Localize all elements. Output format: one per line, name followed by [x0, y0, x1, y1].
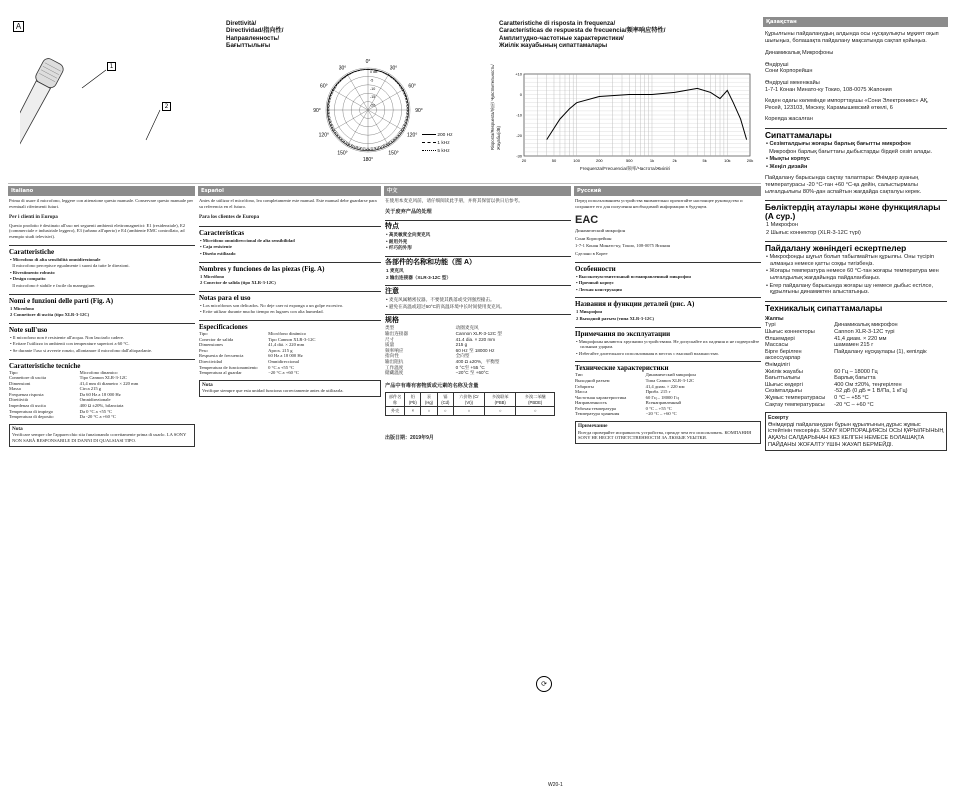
it-feature: • Rivestimento robusto [10, 269, 55, 275]
document-code: W20-1 [548, 782, 563, 788]
es-note-title: Nota [202, 381, 213, 388]
es-part: 2 Conector de salida (tipo XLR-3-12C) [200, 280, 276, 286]
spec-value: 400 Ω ±20%，平衡型 [455, 358, 500, 364]
spec-value: Circa 215 g [79, 386, 102, 392]
ru-notes-title: Примечания по эксплуатации [575, 327, 761, 338]
italian-column [9, 198, 195, 804]
kz-specs-title: Техникалық сипаттамалары [765, 301, 947, 313]
spec-row [765, 388, 947, 395]
polar-spoke [347, 110, 368, 146]
divider [8, 183, 761, 184]
dir-title-line: Direttività/ [226, 20, 257, 27]
spec-row [765, 336, 947, 343]
es-feature: • Caja resistente [200, 244, 232, 250]
spec-value: 60 Гц – 18000 Гц [645, 394, 679, 400]
microphone-illustration [20, 40, 220, 180]
spec-label: Connettore di uscita [9, 375, 46, 381]
spec-label: 频率响应 [385, 347, 404, 353]
spec-value: −20 °C – +60 °C [645, 411, 677, 417]
spec-value: Da 0 °C a +55 °C [79, 408, 113, 414]
freq-ytick: -20 [516, 133, 522, 138]
spec-label: Шығыс коннекторы [765, 329, 815, 336]
polar-angle-label: 120° [406, 132, 418, 139]
freq-xtick: 2k [672, 158, 677, 163]
ru-spec-title: Технические характеристики [575, 361, 761, 372]
freq-xtick: 100 [573, 158, 580, 163]
table-cell: 铅 (Pb) [405, 393, 421, 407]
kz-note: • Микрофонды шұғыл болып табылмайтын құрылғы. Оны түсіріп алмаңыз немесе қатты соққы тигізбеңіз. [766, 254, 934, 267]
it-notes-title: Note sull'uso [9, 323, 195, 334]
spec-value: 60 Hz a 18 000 Hz [268, 353, 303, 359]
spec-label: Өлшемдері [765, 335, 795, 342]
spec-label: Dimensiones [199, 342, 223, 348]
kz-note: • Егер пайдалану барысында жоғары шу немесе дыбыс естілсе, құрылғыны динамиктен алыстатыңыз. [766, 282, 933, 296]
spec-value: −20°C 至 +60°C [455, 370, 489, 376]
ru-part: 1 Микрофон [576, 309, 603, 315]
table-cell: ○ [421, 407, 437, 416]
spec-label: Масса [575, 389, 588, 395]
spec-label: Massa [9, 386, 21, 392]
spec-label: Dimensioni [9, 380, 31, 386]
spec-row [765, 369, 947, 376]
table-cell: × [405, 407, 421, 416]
spec-label: Conector de salida [199, 336, 234, 342]
es-feature: • Diseño estilizado [200, 250, 236, 256]
section-header-spanish: Español [198, 186, 381, 196]
it-feat-title: Caratteristiche [9, 245, 195, 256]
spec-label: 输出连接器 [385, 330, 408, 336]
spec-label: Temperatura di impiego [9, 408, 54, 414]
spec-label: 质量 [385, 342, 395, 348]
table-cell: ○ [516, 407, 555, 416]
ru-note: • Избегайте длительного использования в местах с высокой влажностью. [576, 350, 720, 356]
cn-feature: • 纤巧的外形 [386, 245, 412, 251]
part-callout-2: 2 [162, 102, 171, 111]
table-cell: 部件名称 [386, 393, 405, 407]
kz-part: 1 Микрофон [766, 222, 798, 229]
table-cell: ○ [485, 407, 516, 416]
kz-caution-title: Ескерту [768, 415, 789, 422]
polar-spoke [368, 110, 389, 146]
ru-feat-title: Особенности [575, 262, 761, 273]
spec-value: Da 60 Hz a 18 000 Hz [79, 391, 121, 397]
freq-xtick: 10k [724, 158, 731, 163]
freq-xtick: 50 [551, 158, 557, 163]
polar-angle-label: 0° [365, 59, 371, 65]
cn-spec-table [385, 325, 571, 375]
spec-label: Рабочая температура [575, 405, 616, 411]
polar-legend [422, 132, 453, 156]
spec-value: 全向型 [455, 353, 470, 359]
freq-title-line: Амплитудно-частотные характеристики/ [499, 34, 624, 42]
eac-mark-icon: EAC [575, 214, 599, 227]
es-note-box [199, 380, 381, 397]
kz-note: • Жоғары температура немесе 60 °C-тан жоғары температура мен ылғалдылық жағдайында пайдаланбаңыз. [766, 268, 939, 282]
cn-note: • 麦克风属精密仪器。不要使其跌落或受到强烈撞击。 [386, 297, 495, 303]
dir-title-line: Бағыттылығы [226, 42, 271, 50]
russian-column [575, 198, 761, 804]
it-feature: • Microfono di alta sensibilità omnidirezionale [10, 256, 101, 262]
spec-label: Respuesta de frecuencia [199, 353, 244, 359]
it-spec-title: Caratteristiche tecniche [9, 359, 195, 370]
kz-feature: • Жеңіл дизайн [766, 163, 808, 170]
ru-product: Динамический микрофон [575, 228, 626, 234]
spec-label: 输出阻抗 [385, 358, 404, 364]
kz-feature: Микрофон барлық бағыттағы дыбыстарды бірдей сезіп алады. [769, 148, 933, 155]
spec-label: Выходной разъем [575, 377, 610, 383]
es-part: 1 Micrófono [200, 273, 225, 279]
spec-label: Түрі [765, 322, 776, 329]
table-cell: 六价铬 (Cr (VI)) [453, 393, 484, 407]
ru-origin: Сделано в Корее [575, 250, 608, 256]
spec-value: Microfono dinamico [79, 369, 118, 375]
spec-row [765, 395, 947, 402]
it-intro: Prima di usare il microfono, leggere con attenzione questo manuale. Conservare questo manuale per eventuali riferimenti futuri. [9, 198, 194, 209]
es-notes-title: Notas para el uso [199, 291, 381, 302]
spec-value: Прибл. 215 г [645, 389, 671, 395]
spec-row [765, 382, 947, 389]
it-parts-title: Nomi e funzioni delle parti (Fig. A) [9, 294, 195, 305]
it-note: • Il microfono non è resistente all'acqua. Non lasciarlo cadere. [10, 334, 125, 340]
spec-value: 0 °C a +55 °C [268, 364, 295, 370]
section-header-italian: Italiano [8, 186, 195, 196]
kz-addr-label: Өндіруші мекенжайы [765, 79, 820, 86]
kz-notes-title: Пайдалану жөніндегі ескертпелер [765, 241, 947, 253]
spec-label: Impedenza di uscita [9, 403, 46, 409]
spec-value: Всенаправленный [645, 400, 682, 406]
ru-parts-title: Названия и функции деталей (рис. A) [575, 297, 761, 308]
spec-label: Частотная характеристика [575, 394, 627, 400]
spec-value: -52 дБ (0 дБ = 1 В/Па, 1 кГц) [834, 388, 908, 395]
it-note-box [9, 424, 195, 447]
spec-value: 动圈麦克风 [455, 325, 479, 331]
kz-feature: • Мықты корпус [766, 156, 810, 163]
spec-value: Пайдалану нұсқаулары (1), кепілдік [834, 348, 927, 355]
spec-label: 尺寸 [385, 336, 395, 342]
kz-product: Динамикалық Микрофоны [765, 50, 834, 57]
table-cell: ○ [437, 407, 453, 416]
table-cell: 多溴二苯醚 (PBDE) [516, 393, 555, 407]
it-note: • Evitare l'utilizzo in ambienti con temperature superiori a 60 °C. [10, 341, 130, 347]
spec-row [199, 370, 381, 376]
it-note: • Se durante l'uso si avverte ronzio, allontanare il microfono dall'altoparlante. [10, 347, 153, 353]
spec-value: Cannon XLR-3-12C түрі [834, 329, 895, 336]
freq-title-line: Características de respuesta de frecuencia/频率响应特性/ [499, 27, 666, 35]
it-spec-table [9, 370, 195, 420]
kz-features-title: Сипаттамалары [765, 128, 947, 140]
spec-label: Сезімталдығы [765, 388, 802, 395]
spanish-column [199, 198, 381, 804]
es-note-text: Verifique siempre que esta unidad funciona correctamente antes de utilizarla. [202, 388, 344, 394]
freq-xtick: 500 [625, 158, 633, 163]
freq-ytick: -30 [516, 153, 522, 159]
kz-importer: Кеден одағы көлемінде импорттаушы «Сони Электроникс» АҚ, Ресей, 123103, Мәскеу, Карамышевский өткелі, 6 [765, 98, 929, 111]
table-cell: 镉 (Cd) [437, 393, 453, 407]
spec-value: Omnidirezionale [79, 397, 111, 403]
spec-label: Tipo [9, 369, 18, 375]
es-note: • Los micrófonos son delicados. No deje caer ni exponga a un golpe excesivo. [200, 302, 344, 308]
kz-addr: 1-7-1 Конан Минато-ку Токио, 108-0075 Жапония [765, 86, 892, 93]
spec-value: Omnidireccional [268, 358, 300, 364]
polar-angle-label: 90° [415, 108, 423, 114]
spec-label: Массасы [765, 342, 789, 349]
figure-label: A [13, 21, 24, 32]
spec-label: Direttività [9, 397, 28, 403]
es-parts-title: Nombres y funciones de las piezas (Fig. A) [199, 262, 381, 273]
it-eu-text: Questo prodotto è destinato all'uso nei seguenti ambienti elettromagnetici: E1 (residenziale), E2 (commerciale e industriale leggero), E3 (urbano all'aperto) e E4 (ambiente EMC controllato, ad esempio studi televisivi). [9, 222, 186, 239]
spec-label: Өнімділігі [765, 362, 790, 368]
spec-value: Динамикалық микрофон [834, 322, 898, 329]
ru-maker: Сони Корпорейшн [575, 235, 612, 241]
it-part: 1 Microfono [10, 305, 35, 311]
polar-spoke [368, 110, 404, 131]
spec-value: -20 °C – +60 °C [834, 401, 874, 408]
it-feature: • Design compatto [10, 276, 46, 282]
freq-ytick: +10 [515, 71, 522, 77]
it-part: 2 Connettore di uscita (tipo XLR-3-12C) [10, 312, 90, 318]
cn-feature: • 耐用外壳 [386, 238, 408, 244]
part-callout-1: 1 [107, 62, 116, 71]
spec-row [385, 370, 571, 376]
dir-title-line: Directividad/指向性/ [226, 27, 284, 35]
kz-parts-title: Бөліктердің атаулары және функциялары (A сур.) [765, 200, 947, 221]
spec-value: 41.4 dia. × 220 mm [455, 336, 496, 342]
spec-value: 41,4 диам. × 220 мм [834, 335, 887, 342]
kz-specs-general: Жалпы [765, 315, 784, 322]
hazardous-substance-table [385, 392, 555, 416]
spec-label: Temperatura de funcionamiento [199, 364, 258, 370]
ru-feature: • Высокочувствительный всенаправленный микрофон [576, 273, 691, 279]
es-eu-title: Para los clientes de Europa [199, 214, 260, 221]
spec-label: Сақтау температурасы [765, 401, 825, 408]
section-header-russian: Русский [574, 186, 761, 196]
es-feat-title: Características [199, 226, 381, 237]
spec-label: Жұмыс температурасы [765, 394, 826, 401]
spec-value: Типа Cannon XLR-3-12C [645, 377, 695, 383]
ru-note: • Микрофоны являются хрупкими устройствами. Не допускайте их падения и не подвергайте сильным ударам. [576, 338, 760, 350]
kz-feature: • Сезімталдығы жоғары барлық бағытты микрофон [766, 140, 911, 147]
cn-parts-title: 各部件的名称和功能（图 A） [385, 256, 571, 267]
table-cell: 汞 (Hg) [421, 393, 437, 407]
table-cell: 多溴联苯 (PBB) [485, 393, 516, 407]
ru-addr: 1-7-1 Конан Минато-ку, Токио, 108-0075 Япония [575, 243, 670, 249]
ru-note-title: Примечание [578, 423, 608, 430]
spec-label: 储藏温度 [385, 370, 404, 376]
polar-angle-label: 150° [337, 150, 348, 157]
spec-row [765, 349, 947, 362]
polar-angle-label: 30° [338, 65, 347, 72]
section-header-chinese: 中文 [384, 186, 571, 196]
spec-value: −20 °C a +60 °C [268, 370, 299, 376]
polar-angle-label: 60° [408, 83, 416, 90]
spec-label: Temperatura al guardar [199, 370, 242, 376]
dir-title-line: Направленность/ [226, 34, 280, 42]
ru-spec-table [575, 372, 761, 417]
freq-xtick: 20 [521, 158, 527, 163]
kz-maker-label: Өндіруші [765, 61, 789, 68]
ru-intro: Перед использованием устройства внимательно прочитайте настоящее руководство и сохраните его для получения необходимой информации в будущем. [575, 198, 743, 209]
cn-feat-title: 特点 [385, 220, 571, 231]
it-note-title: Nota [12, 425, 23, 432]
cn-table-title: 产品中有毒有害物质或元素的名称及含量 [385, 382, 479, 389]
polar-angle-label: 30° [389, 65, 398, 72]
ru-note-box [575, 421, 761, 444]
spec-value: шамамен 215 г [834, 342, 874, 349]
es-feature: • Micrófono omnidireccional de alta sensibilidad [200, 237, 295, 243]
polar-angle-label: 180° [362, 157, 374, 163]
kz-spec-table [765, 322, 947, 408]
spec-row [765, 402, 947, 409]
freq-ytick: 0 [519, 92, 522, 97]
es-spec-table [199, 331, 381, 376]
spec-row [765, 362, 947, 369]
spec-row [765, 329, 947, 336]
directivity-title [226, 20, 376, 50]
freq-title-line: Caratteristiche di risposta in frequenza/ [499, 20, 616, 27]
ru-feature: • Легкая конструкция [576, 286, 622, 292]
spec-label: Тип [575, 372, 583, 378]
cn-intro: 在使用本麦克风前，请仔细阅读此手册，并将其保留以供日后参考。 [385, 198, 523, 203]
kz-part: 2 Шығыс коннектор (XLR-3-12C түрі) [766, 229, 861, 236]
spec-value: 400 Ом ±20%, теңгерілген [834, 381, 902, 388]
polar-spoke [332, 89, 368, 110]
kz-maker: Сони Корпорейшн [765, 68, 813, 75]
spec-value: Tipo Cannon XLR-3-12C [268, 336, 316, 342]
spec-value: 41,4 mm di diametro × 220 mm [79, 380, 139, 386]
spec-value: Da -20 °C a +60 °C [79, 414, 116, 420]
spec-value: Aprox. 215 g [268, 347, 293, 353]
freq-xtick: 1k [649, 158, 655, 163]
spec-label: Направленность [575, 400, 607, 406]
polar-angle-label: 150° [388, 150, 399, 157]
cn-feature: • 高灵敏度全向麦克风 [386, 232, 431, 238]
polar-angle-label: 120° [318, 132, 330, 139]
spec-label: Temperatura di deposito [9, 414, 54, 420]
spec-label: Бағыттылығы [765, 375, 801, 382]
legend-1khz: 1 kHz [422, 140, 453, 148]
spec-row [9, 414, 195, 420]
spec-row [575, 411, 761, 417]
polar-pattern-chart [298, 54, 438, 166]
polar-angle-label: 60° [320, 83, 328, 90]
spec-label: Жиілік жауабы [765, 368, 803, 375]
spec-value: 215 g [455, 342, 468, 348]
cn-notes-title: 注意 [385, 285, 571, 296]
polar-db-label: 0 dB [370, 70, 378, 74]
spec-value: 400 Ω ±20%, bilanciata [79, 403, 124, 409]
spec-value: 41,4 диам. × 220 мм [645, 383, 685, 389]
polar-spoke [347, 74, 368, 110]
ru-part: 2 Выходной разъем (типа XLR-3-12C) [576, 315, 655, 321]
spec-label: Tipo [199, 330, 208, 336]
kazakh-column [765, 29, 947, 801]
es-spec-title: Especificaciones [199, 320, 381, 331]
spec-row [765, 342, 947, 349]
spec-value: Динамический микрофон [645, 372, 696, 378]
spec-label: Габариты [575, 383, 594, 389]
cn-note: • 避免在高温或超过60°C的高温环境中长时间使用麦克风。 [386, 303, 505, 309]
polar-db-label: -20 [370, 103, 376, 108]
spec-value: 60 Hz 至 18000 Hz [455, 347, 495, 353]
it-feature: Il microfono è stabile e facile da maneggiare. [12, 282, 96, 288]
spec-label: Peso [199, 347, 208, 353]
freq-ylabel: Risposta/Respuesta/响应/ Чувствительность/Жауабы(dB) [490, 64, 501, 150]
spec-value: Барлық бағытта [834, 375, 876, 382]
es-note: • Evite utilizar durante mucho tiempo en lugares con alta humedad. [200, 309, 324, 315]
spec-value: Cannon XLR-3-12C 型 [455, 330, 502, 336]
freq-xlabel: Frequenza/Frecuencia/频率/Частота/Жиілігі [580, 166, 671, 171]
spec-value: 60 Гц – 18000 Гц [834, 368, 878, 375]
spec-value: 0 °C至 +55 °C [455, 364, 485, 370]
freq-title-line: Жиілік жауабының сипаттамалары [499, 42, 608, 50]
spec-label: Температура хранения [575, 411, 620, 417]
table-cell: 外壳 [386, 407, 405, 416]
ru-note-text: Всегда проверяйте исправность устройства, прежде чем его использовать. КОМПАНИЯ SONY НЕ НЕСЕТ ОТВЕТСТВЕННОСТИ ЗА ЛЮБЫЕ УБЫТКИ. [578, 429, 752, 441]
spec-label: 类型 [385, 325, 395, 331]
kz-origin: Кореяда жасалған [765, 116, 813, 123]
cn-part: 2 输出连接器（XLR-3-12C 型） [386, 274, 452, 280]
spec-value: Tipo Cannon XLR-3-12C [79, 375, 127, 381]
table-cell: ○ [453, 407, 484, 416]
freq-xtick: 5k [702, 158, 707, 163]
freq-response-title [499, 20, 759, 50]
it-feature: Il microfono percepisce egualmente i suoni da tutte le direzioni. [12, 263, 130, 269]
it-note-text: Verificare sempre che l'apparecchio stia funzionando correttamente prima di usarlo. LA SONY NON SARÀ RESPONSABILE DI DANNI DI QUALSIASI TIPO. [12, 432, 187, 444]
kz-storage: Пайдалану барысында сақтау талаптары: Өнімдер ауаның температурасы -20 °C-тан +60 °C-қа дейін, салыстырмалы ылғалдылығы 80%-дан аспайтын жағдайда сақталуы керек. [765, 175, 922, 195]
cn-eu-title: 关于废弃产品的处理 [385, 208, 432, 215]
polar-db-label: -5 [370, 78, 374, 83]
spec-value: 41,4 diá. × 220 mm [268, 342, 305, 348]
freq-response-chart [504, 64, 754, 174]
polar-db-label: -15 [370, 95, 376, 100]
spec-label: 指向性 [385, 353, 399, 359]
freq-xtick: 200 [595, 158, 603, 163]
spec-label: Бірге берілген аксессуарлар [765, 348, 802, 362]
spec-row [765, 322, 947, 329]
kz-caution-box [765, 412, 947, 451]
legend-200hz: 200 Hz [422, 132, 453, 140]
spec-label: Шығыс кедергі [765, 381, 803, 388]
kz-intro: Құрылғыны пайдаланудың алдында осы нұсқаулықты мұқият оқып шығыңыз, болашақта пайдалану мақсатында сақтап қойыңыз. [765, 31, 939, 44]
spec-value: 0 °C – +55 °C [645, 405, 672, 411]
legend-5khz: 5 kHz [422, 148, 453, 156]
it-eu-title: Per i clienti in Europa [9, 214, 58, 221]
ru-feature: • Прочный корпус [576, 280, 614, 286]
spec-value: 0 °C – +55 °C [834, 394, 869, 401]
spec-value: Micrófono dinámico [268, 330, 307, 336]
cn-part: 1 麦克风 [386, 267, 404, 273]
polar-angle-label: 90° [313, 108, 321, 114]
spec-label: Directividad [199, 358, 222, 364]
section-header-kazakh: Қазақстан [763, 17, 948, 27]
kz-caution-text: Өнімдерді пайдаланудан бұрын құрылғының дұрыс жұмыс істейтінін тексеріңіз. SONY КОРПОРАЦИЯСЫ ОСЫ ҚҰРЫЛҒЫНЫҢ АҚАУЫ САЛДАРЫНАН КЕЗ КЕЛГЕН НЕМЕСЕ БОЛАШАҚТА ПАЙДАНЫ ЖОҒАЛТУ ҮШІН ЖАУАП БЕРМЕЙДІ. [768, 421, 944, 448]
freq-ytick: -10 [516, 112, 522, 118]
spec-row [765, 375, 947, 382]
es-intro: Antes de utilizar el micrófono, lea completamente este manual. Este manual debe guardarse para su referencia en el futuro. [199, 198, 377, 209]
freq-xtick: 20k [746, 158, 754, 163]
chinese-column [385, 198, 571, 804]
cn-spec-title: 规格 [385, 314, 571, 325]
polar-db-label: -10 [370, 86, 376, 91]
spec-label: Frequenza risposta [9, 391, 44, 397]
publication-date: 出版日期：2019年9月 [385, 435, 434, 442]
recycle-icon: ⟳ [536, 676, 552, 692]
spec-label: 工作温度 [385, 364, 404, 370]
polar-spoke [332, 110, 368, 131]
